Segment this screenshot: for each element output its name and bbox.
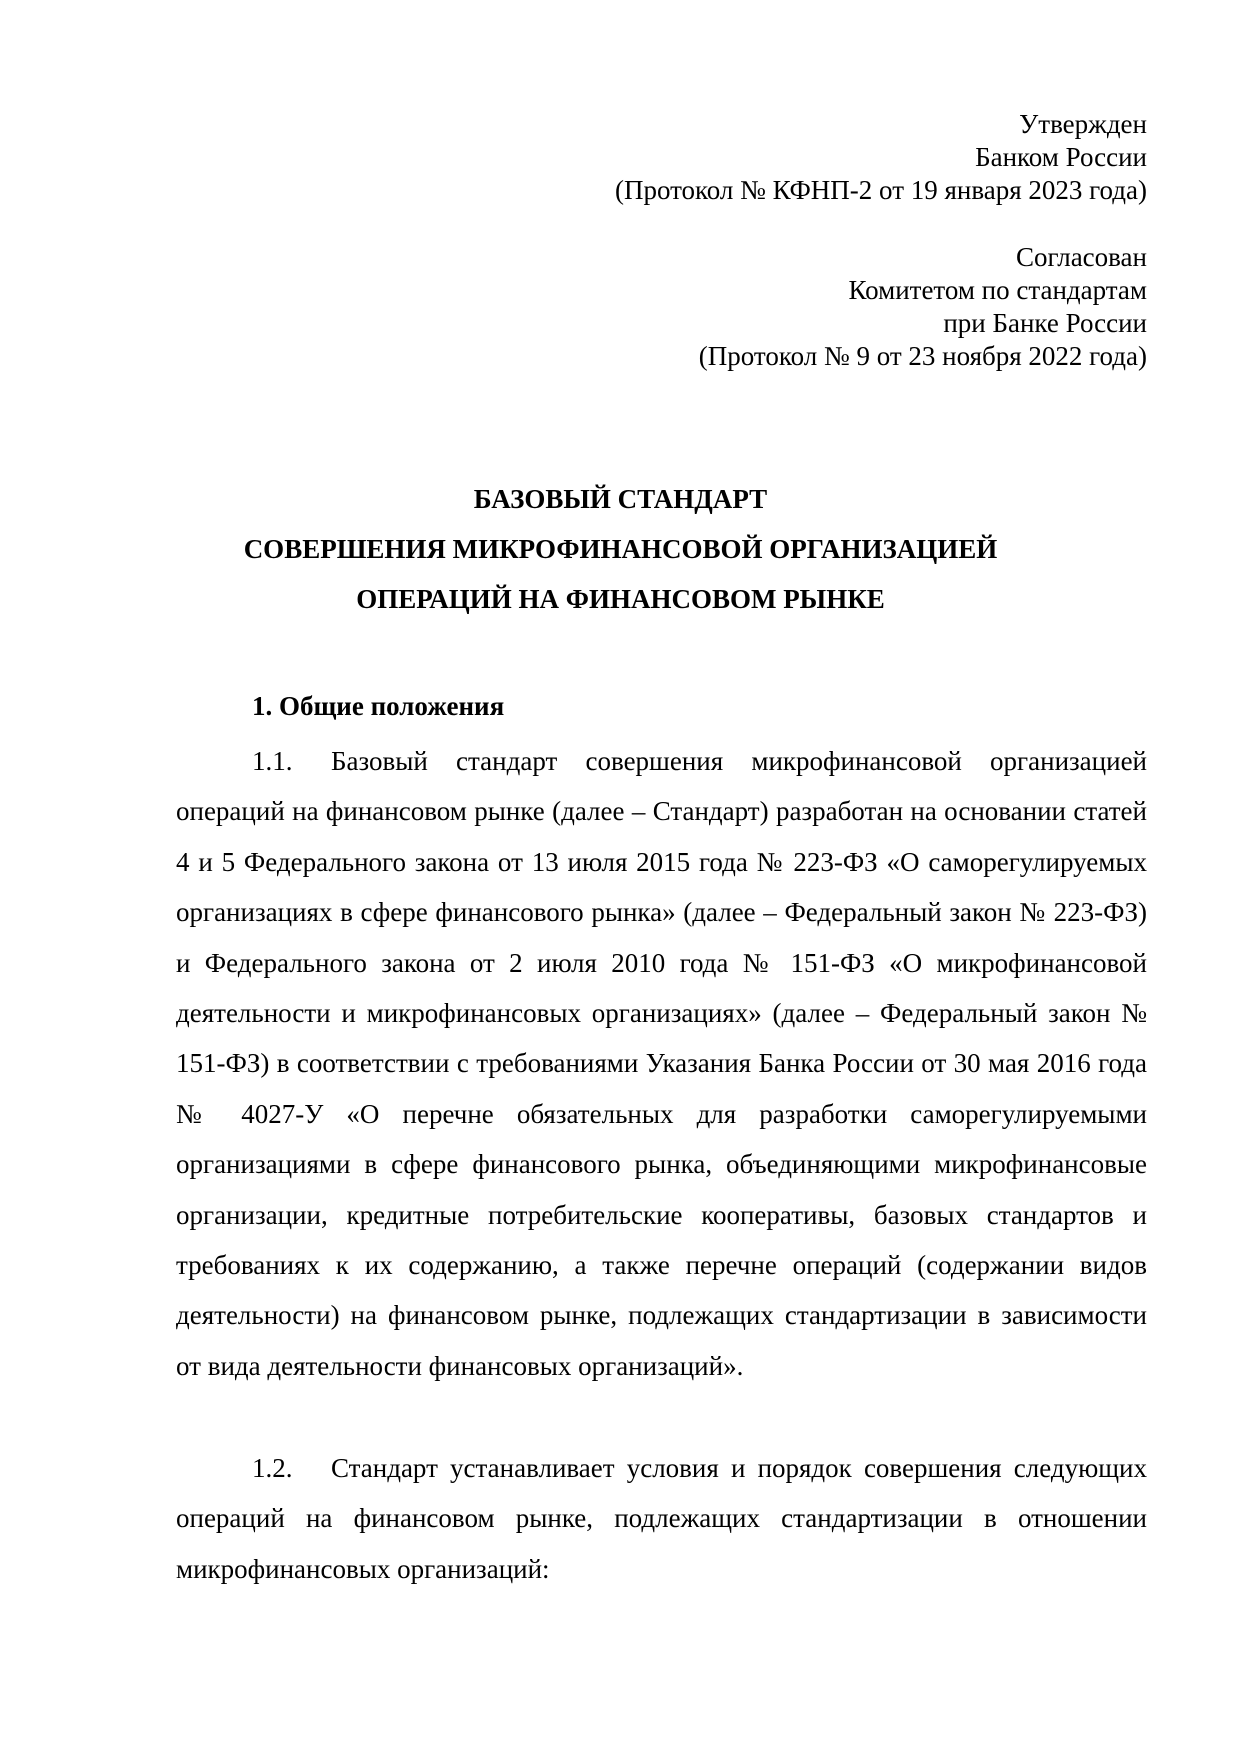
title-line-1: БАЗОВЫЙ СТАНДАРТ	[473, 484, 768, 514]
paragraph-text-1-2: Стандарт устанавливает условия и порядок совершения следующих операций на финансовом рынке, подлежащих стандартизации в отношении микрофинансовых организаций:	[176, 1453, 1147, 1584]
paragraph-text-1-1: Базовый стандарт совершения микрофинансовой организацией операций на финансовом рынке (далее – Стандарт) разработан на основании статей 4 и 5 Федерального закона от 13 июля 2015 года № 223-ФЗ «О саморегулируемых организациях в сфере финансового рынка» (далее – Федеральный закон № 223-ФЗ) и Федерального закона от 2 июля 2010 года № 151-ФЗ «О микрофинансовой деятельности и микрофинансовых организациях» (далее – Федеральный закон № 151-ФЗ) в соответствии с требованиями Указания Банка России от 30 мая 2016 года № 4027-У «О перечне обязательных для разработки саморегулируемыми организациями в сфере финансового рынка, объединяющими микрофинансовые организации, кредитные потребительские кооперативы, базовых стандартов и требованиях к их содержанию, а также перечне операций (содержании видов деятельности) на финансовом рынке, подлежащих стандартизации в зависимости от вида деятельности финансовых организаций».	[176, 746, 1147, 1381]
paragraph-1-1	[176, 736, 1147, 1391]
paragraph-number-1-1: 1.1.	[252, 746, 293, 776]
agreement-line-status: Согласован	[1016, 242, 1147, 272]
approval-block	[615, 108, 1147, 207]
approval-line-status: Утвержден	[1019, 109, 1147, 139]
agreement-line-protocol: (Протокол № 9 от 23 ноября 2022 года)	[698, 341, 1147, 371]
title-line-2: СОВЕРШЕНИЯ МИКРОФИНАНСОВОЙ ОРГАНИЗАЦИЕЙ	[243, 534, 998, 564]
agreement-line-bank: при Банке России	[943, 308, 1147, 338]
approval-line-protocol: (Протокол № КФНП-2 от 19 января 2023 года)	[614, 175, 1147, 205]
paragraph-1-2	[176, 1443, 1147, 1594]
section-heading: 1. Общие положения	[252, 691, 505, 721]
title-line-3: ОПЕРАЦИЙ НА ФИНАНСОВОМ РЫНКЕ	[356, 584, 885, 614]
agreement-line-committee: Комитетом по стандартам	[848, 275, 1147, 305]
approval-line-authority: Банком России	[975, 142, 1147, 172]
document-title	[0, 474, 1241, 624]
paragraph-number-1-2: 1.2.	[252, 1453, 293, 1483]
agreement-block	[699, 241, 1147, 373]
